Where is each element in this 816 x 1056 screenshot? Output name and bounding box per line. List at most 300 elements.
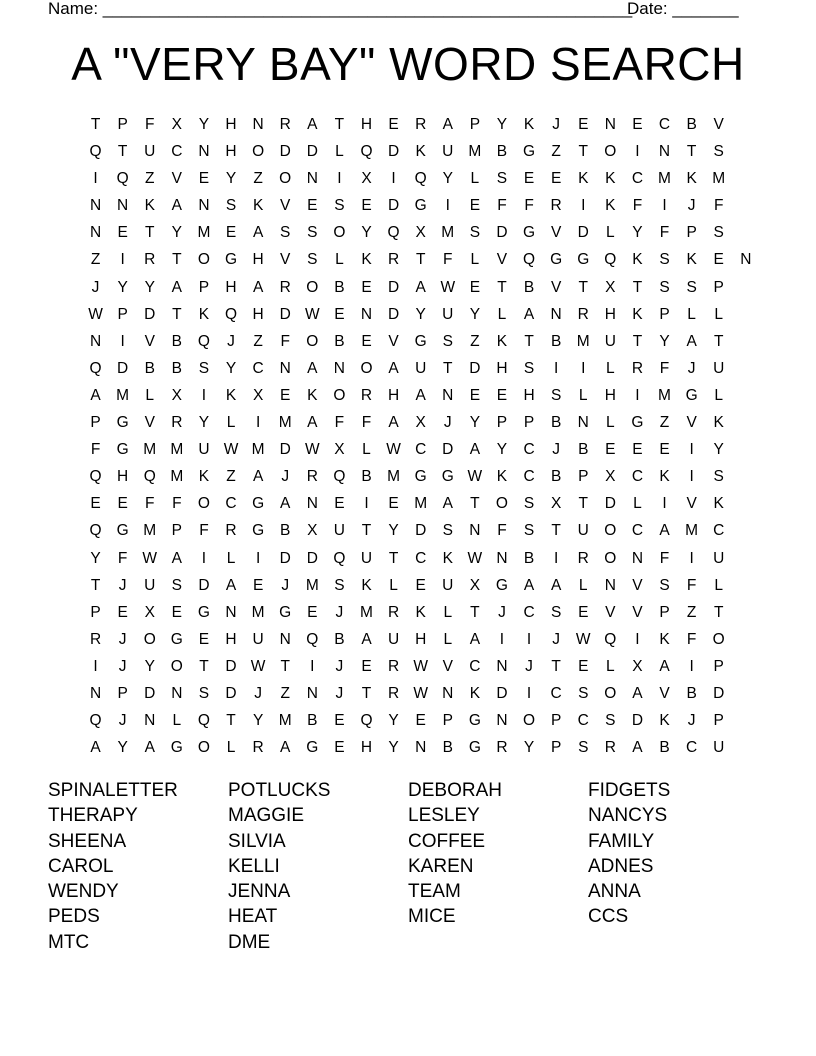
grid-letter: K (713, 414, 724, 432)
grid-letter: Z (470, 332, 480, 350)
grid-letter: Z (659, 414, 670, 432)
grid-row (82, 246, 759, 273)
grid-letter: E (307, 197, 318, 215)
grid-letter: T (551, 522, 561, 540)
grid-letter: V (144, 414, 155, 432)
grid-letter: I (635, 386, 640, 404)
grid-letter: K (307, 386, 318, 404)
word-item: LESLEY (408, 805, 480, 827)
grid-letter: B (442, 739, 453, 757)
grid-letter: S (280, 224, 291, 242)
grid-letter: F (361, 414, 372, 432)
grid-letter: X (171, 386, 182, 404)
grid-letter: Q (89, 712, 102, 730)
grid-letter: M (414, 495, 428, 513)
grid-letter: A (632, 684, 643, 702)
grid-letter: T (578, 143, 588, 161)
grid-letter: H (252, 305, 264, 323)
word-column (228, 778, 408, 955)
grid-letter: B (171, 359, 182, 377)
grid-letter: V (144, 332, 155, 350)
grid-letter: L (443, 603, 453, 621)
grid-letter: U (604, 332, 616, 350)
grid-letter: L (226, 739, 236, 757)
grid-letter: P (659, 305, 670, 323)
grid-letter: E (225, 224, 237, 242)
word-column (588, 778, 768, 955)
grid-letter: Y (252, 712, 264, 730)
grid-letter: B (144, 359, 155, 377)
grid-letter: E (415, 576, 426, 594)
grid-letter: N (442, 386, 454, 404)
grid-letter: P (117, 305, 128, 323)
grid-letter: G (414, 468, 427, 486)
grid-letter: E (361, 332, 372, 350)
grid-letter: R (306, 468, 318, 486)
grid-letter: J (118, 630, 127, 648)
grid-letter: O (604, 143, 617, 161)
grid-letter: E (334, 495, 345, 513)
grid-letter: G (441, 468, 454, 486)
word-item: WENDY (48, 881, 119, 903)
grid-letter: T (713, 332, 724, 350)
grid-letter: F (632, 197, 643, 215)
grid-letter: N (306, 684, 318, 702)
grid-row (82, 219, 759, 246)
grid-letter: R (89, 630, 102, 648)
grid-letter: T (578, 278, 588, 296)
grid-letter: A (388, 414, 399, 432)
grid-letter: I (526, 684, 532, 702)
grid-letter: Q (333, 549, 346, 567)
grid-letter: V (686, 495, 697, 513)
grid-letter: M (387, 468, 401, 486)
grid-letter: F (280, 332, 290, 350)
grid-letter: O (197, 739, 210, 757)
grid-letter: I (255, 549, 261, 567)
grid-letter: A (415, 278, 426, 296)
grid-letter: D (713, 684, 725, 702)
grid-letter: C (631, 522, 644, 540)
grid-letter: I (93, 657, 98, 675)
grid-letter: G (495, 576, 508, 594)
grid-letter: X (605, 278, 616, 296)
grid-letter: L (606, 414, 615, 432)
grid-letter: P (496, 414, 508, 432)
grid-letter: K (415, 143, 426, 161)
grid-letter: P (713, 712, 724, 730)
grid-letter: E (171, 603, 182, 621)
grid-letter: A (388, 359, 399, 377)
grid-letter: I (391, 170, 396, 188)
grid-letter: B (550, 414, 562, 432)
word-item: DME (228, 931, 271, 953)
word-item: KELLI (228, 855, 280, 877)
grid-letter: A (442, 495, 453, 513)
grid-letter: U (713, 739, 725, 757)
grid-letter: I (635, 630, 640, 648)
grid-letter: T (334, 116, 345, 133)
grid-letter: E (361, 278, 372, 296)
grid-letter: K (686, 170, 697, 188)
grid-letter: S (307, 251, 318, 269)
grid-letter: N (225, 603, 237, 621)
grid-letter: F (145, 495, 155, 513)
grid-letter: V (496, 251, 508, 269)
grid-letter: R (252, 739, 264, 757)
grid-letter: D (306, 549, 318, 567)
grid-letter: K (632, 305, 643, 323)
grid-letter: P (686, 224, 697, 242)
grid-letter: A (225, 576, 237, 594)
grid-letter: M (170, 441, 184, 459)
grid-row (82, 355, 759, 382)
grid-letter: K (523, 116, 535, 133)
grid-letter: A (307, 414, 318, 432)
grid-letter: A (90, 386, 101, 404)
grid-letter: G (252, 522, 265, 540)
grid-letter: C (523, 441, 535, 459)
grid-letter: E (469, 278, 481, 296)
grid-row (82, 626, 759, 653)
grid-letter: D (387, 197, 400, 215)
grid-letter: U (415, 359, 427, 377)
grid-letter: I (662, 197, 667, 215)
grid-letter: E (334, 739, 345, 757)
grid-row (82, 192, 759, 219)
grid-letter: V (550, 278, 562, 296)
grid-row (82, 653, 759, 680)
grid-letter: T (497, 278, 507, 296)
grid-letter: Q (224, 305, 238, 323)
grid-letter: T (361, 684, 372, 702)
grid-letter: G (224, 251, 238, 269)
grid-letter: T (443, 359, 453, 377)
grid-letter: Q (89, 468, 102, 486)
grid-letter: L (714, 305, 724, 323)
grid-letter: E (90, 495, 101, 513)
grid-letter: I (635, 143, 640, 161)
grid-letter: J (281, 468, 290, 486)
grid-letter: R (387, 251, 400, 269)
grid-letter: X (307, 522, 318, 540)
grid-letter: V (442, 657, 453, 675)
grid-letter: D (577, 224, 589, 242)
grid-letter: E (117, 495, 128, 513)
grid-letter: P (90, 603, 101, 621)
grid-letter: E (117, 224, 128, 242)
grid-letter: J (335, 603, 344, 621)
grid-letter: D (306, 143, 318, 161)
grid-letter: Z (686, 603, 697, 621)
grid-letter: S (496, 170, 508, 188)
grid-letter: A (171, 278, 182, 296)
grid-letter: L (335, 143, 344, 161)
grid-letter: G (685, 386, 698, 404)
grid-letter: X (550, 495, 562, 513)
grid-letter: M (143, 522, 157, 540)
grid-letter: T (361, 522, 372, 540)
grid-letter: B (496, 143, 508, 161)
grid-row (82, 409, 759, 436)
grid-letter: P (578, 468, 589, 486)
grid-letter: I (120, 332, 125, 350)
grid-row (82, 545, 759, 572)
grid-letter: T (632, 332, 643, 350)
grid-letter: Y (415, 305, 426, 323)
grid-letter: W (467, 549, 483, 567)
grid-letter: E (605, 441, 616, 459)
grid-letter: W (440, 278, 456, 296)
grid-letter: K (415, 603, 426, 621)
grid-letter: T (145, 224, 155, 242)
word-item: NANCYS (588, 805, 668, 827)
grid-letter: A (469, 630, 481, 648)
word-item: MTC (48, 931, 90, 953)
grid-letter: N (496, 712, 508, 730)
grid-letter: K (578, 170, 589, 188)
grid-letter: G (116, 522, 129, 540)
grid-letter: G (631, 414, 644, 432)
grid-letter: Q (197, 712, 210, 730)
grid-letter: E (198, 630, 210, 648)
grid-letter: D (144, 684, 156, 702)
grid-letter: B (280, 522, 291, 540)
grid-letter: H (225, 278, 237, 296)
grid-letter: J (525, 657, 533, 675)
grid-letter: D (442, 441, 454, 459)
grid-row (82, 328, 759, 355)
grid-letter: W (223, 441, 239, 459)
grid-letter: K (225, 386, 237, 404)
grid-letter: I (553, 359, 559, 377)
grid-letter: S (523, 495, 535, 513)
grid-letter: S (307, 224, 318, 242)
grid-letter: E (334, 305, 345, 323)
grid-letter: F (172, 495, 182, 513)
grid-letter: O (279, 170, 292, 188)
grid-letter: P (659, 603, 670, 621)
grid-letter: C (415, 441, 427, 459)
grid-letter: E (469, 386, 481, 404)
grid-letter: E (198, 170, 210, 188)
grid-letter: Q (116, 170, 129, 188)
grid-letter: E (469, 197, 481, 215)
grid-letter: U (577, 522, 589, 540)
grid-letter: B (523, 549, 535, 567)
grid-letter: V (550, 224, 562, 242)
grid-letter: S (334, 197, 345, 215)
word-item: SPINALETTER (48, 780, 178, 801)
grid-letter: M (278, 414, 292, 432)
word-item: DEBORAH (408, 780, 502, 801)
grid-letter: V (686, 414, 697, 432)
grid-letter: S (225, 197, 237, 215)
grid-letter: Y (388, 522, 399, 540)
word-item: PEDS (48, 906, 100, 928)
grid-letter: P (117, 116, 128, 133)
grid-letter: U (442, 305, 454, 323)
grid-letter: K (469, 684, 481, 702)
word-item: COFFEE (408, 830, 486, 852)
grid-letter: R (496, 739, 508, 757)
grid-letter: T (90, 116, 101, 133)
letter-grid (82, 111, 759, 761)
grid-letter: E (632, 116, 643, 133)
grid-letter: M (658, 386, 671, 404)
grid-letter: N (604, 116, 616, 133)
grid-letter: T (117, 143, 128, 161)
grid-letter: C (171, 143, 183, 161)
grid-row (82, 382, 759, 409)
grid-row (82, 707, 759, 734)
grid-letter: D (279, 549, 291, 567)
word-item: MAGGIE (228, 805, 305, 827)
grid-letter: E (361, 197, 372, 215)
grid-letter: O (604, 522, 617, 540)
grid-letter: D (387, 305, 400, 323)
grid-letter: N (658, 143, 671, 161)
grid-letter: E (578, 657, 589, 675)
grid-letter: N (89, 332, 102, 350)
grid-letter: I (364, 495, 369, 513)
grid-letter: C (523, 468, 535, 486)
grid-letter: T (470, 495, 480, 513)
grid-letter: J (227, 332, 235, 350)
date-field: Date: _______ (627, 0, 739, 18)
grid-letter: Q (89, 522, 102, 540)
grid-letter: A (442, 116, 453, 133)
grid-letter: D (279, 143, 291, 161)
grid-letter: Z (280, 684, 290, 702)
grid-letter: V (280, 251, 291, 269)
grid-letter: J (687, 359, 696, 377)
grid-letter: A (171, 197, 182, 215)
grid-letter: I (689, 657, 694, 675)
grid-letter: B (550, 332, 562, 350)
grid-letter: K (686, 251, 697, 269)
grid-letter: T (578, 495, 588, 513)
grid-letter: O (170, 657, 183, 675)
grid-letter: D (496, 224, 508, 242)
grid-letter: J (281, 576, 290, 594)
grid-letter: A (523, 576, 535, 594)
grid-letter: N (604, 576, 616, 594)
grid-letter: C (713, 522, 725, 540)
grid-letter: H (523, 386, 535, 404)
grid-letter: C (686, 739, 698, 757)
grid-letter: F (659, 359, 670, 377)
grid-letter: L (443, 630, 453, 648)
grid-letter: M (468, 143, 482, 161)
grid-letter: T (551, 657, 561, 675)
grid-letter: P (198, 278, 210, 296)
grid-letter: D (144, 305, 156, 323)
grid-letter: T (524, 332, 534, 350)
grid-letter: G (523, 224, 536, 242)
grid-row (82, 274, 759, 301)
grid-letter: R (577, 549, 589, 567)
grid-letter: C (523, 603, 535, 621)
grid-letter: N (89, 684, 102, 702)
grid-letter: S (469, 224, 481, 242)
grid-letter: F (497, 522, 507, 540)
word-item: ADNES (588, 855, 654, 877)
grid-letter: U (144, 143, 156, 161)
grid-letter: I (689, 549, 694, 567)
grid-letter: L (606, 359, 615, 377)
grid-letter: Z (90, 251, 101, 269)
grid-letter: U (442, 143, 454, 161)
grid-letter: N (144, 712, 156, 730)
grid-letter: Y (442, 170, 453, 188)
grid-letter: E (415, 712, 426, 730)
grid-letter: Y (388, 739, 399, 757)
grid-letter: S (442, 522, 453, 540)
grid-letter: R (225, 522, 237, 540)
grid-letter: W (304, 305, 320, 323)
grid-letter: L (362, 441, 371, 459)
grid-letter: L (714, 576, 724, 594)
grid-letter: J (552, 630, 561, 648)
grid-letter: S (578, 684, 589, 702)
grid-letter: N (306, 495, 318, 513)
grid-row (82, 599, 759, 626)
grid-letter: C (631, 468, 644, 486)
grid-letter: D (415, 522, 427, 540)
grid-letter: A (415, 386, 426, 404)
grid-letter: B (334, 278, 345, 296)
grid-letter: H (225, 143, 237, 161)
grid-letter: I (662, 495, 667, 513)
grid-letter: J (552, 116, 561, 133)
grid-letter: Y (144, 657, 155, 675)
grid-letter: A (523, 305, 535, 323)
grid-letter: D (225, 657, 237, 675)
grid-letter: C (658, 116, 671, 133)
grid-letter: C (631, 170, 644, 188)
grid-letter: O (252, 143, 265, 161)
grid-letter: D (225, 684, 237, 702)
grid-letter: F (524, 197, 534, 215)
grid-letter: Q (333, 468, 346, 486)
grid-letter: V (632, 576, 643, 594)
word-item: FAMILY (588, 830, 655, 852)
grid-letter: O (333, 386, 346, 404)
grid-letter: W (386, 441, 401, 459)
grid-letter: Q (306, 630, 319, 648)
grid-letter: M (360, 603, 373, 621)
grid-letter: N (333, 359, 345, 377)
grid-letter: K (496, 468, 508, 486)
grid-letter: J (687, 197, 696, 215)
grid-letter: Q (197, 332, 210, 350)
grid-letter: G (577, 251, 590, 269)
grid-letter: P (523, 414, 535, 432)
grid-letter: O (306, 332, 319, 350)
grid-letter: V (605, 603, 616, 621)
grid-letter: K (605, 170, 616, 188)
grid-letter: T (280, 657, 290, 675)
grid-letter: F (659, 224, 670, 242)
grid-letter: G (414, 197, 427, 215)
grid-letter: P (442, 712, 453, 730)
grid-letter: F (497, 197, 507, 215)
grid-letter: B (307, 712, 318, 730)
grid-letter: S (334, 576, 345, 594)
grid-letter: A (252, 468, 264, 486)
grid-letter: I (445, 197, 450, 215)
